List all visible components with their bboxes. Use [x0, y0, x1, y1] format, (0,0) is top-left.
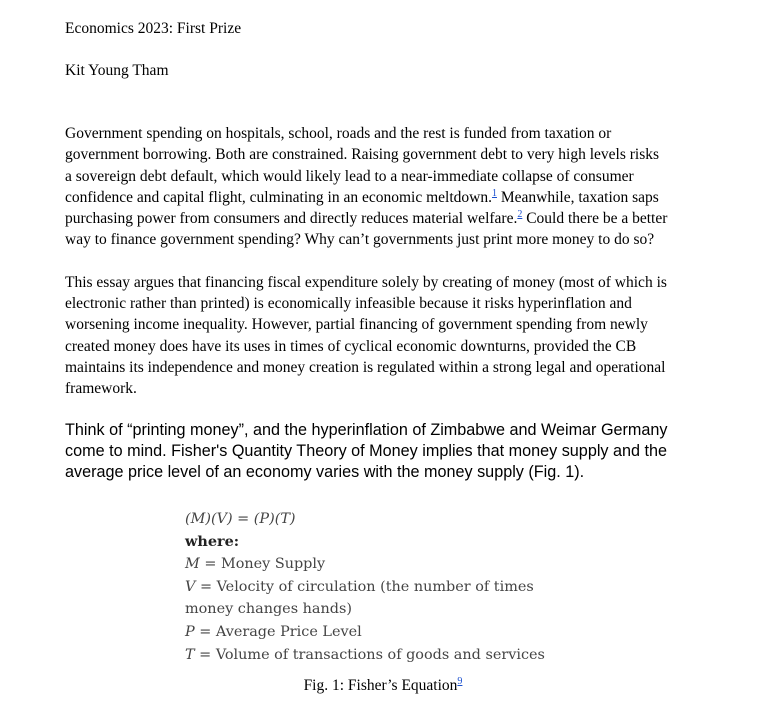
definition-text: = Velocity of circulation (the number of times: [195, 578, 534, 595]
symbol-t: T: [185, 646, 195, 663]
text-segment: confidence and capital flight, culminating in an economic meltdown.: [65, 188, 492, 206]
author-name: Kit Young Tham: [65, 62, 169, 79]
document-title: Economics 2023: First Prize: [65, 20, 242, 37]
text-line: come to mind. Fisher's Quantity Theory of Money implies that money supply and the: [65, 441, 668, 460]
paragraph-intro: [65, 123, 705, 251]
footnote-link-1[interactable]: 1: [491, 187, 497, 199]
definition-text: = Average Price Level: [194, 623, 362, 640]
text-line: [65, 208, 705, 229]
text-segment: Meanwhile, taxation saps: [496, 188, 659, 206]
footnote-link-2[interactable]: 2: [517, 209, 523, 221]
text-line: way to finance government spending? Why can’t governments just print more money to do so?: [65, 231, 655, 249]
text-line: created money does have its uses in times of cyclical economic downturns, provided the CB: [65, 337, 637, 355]
text-line: [65, 187, 705, 208]
definition-text: = Money Supply: [199, 556, 326, 573]
text-line: worsening income inequality. However, partial financing of government spending from newly: [65, 316, 648, 334]
figure-caption: [0, 675, 766, 697]
text-line: government borrowing. Both are constrained. Raising government debt to very high levels risks: [65, 146, 660, 164]
equation-definition-v: [185, 576, 545, 599]
text-line: Think of “printing money”, and the hyperinflation of Zimbabwe and Weimar Germany: [65, 421, 668, 439]
text-line: maintains its independence and money creation is regulated within a strong legal and operational: [65, 358, 666, 376]
symbol-p: P: [185, 623, 195, 640]
symbol-m: M: [185, 556, 200, 573]
text-line: electronic rather than printed) is economically infeasible because it risks hyperinflation and: [65, 295, 632, 313]
footnote-link-9[interactable]: 9: [457, 675, 463, 687]
text-line: average price level of an economy varies with the money supply (Fig. 1).: [65, 462, 585, 481]
equation-definition-v-continued: money changes hands): [185, 601, 352, 618]
text-segment: Could there be a better: [522, 210, 668, 228]
text-line: a sovereign debt default, which would likely lead to a near-immediate collapse of consumer: [65, 167, 634, 185]
text-line: framework.: [65, 380, 137, 398]
equation-where-label: where:: [185, 532, 240, 550]
definition-text: = Volume of transactions of goods and services: [194, 646, 545, 663]
text-line: This essay argues that financing fiscal expenditure solely by creating of money (most of which is: [65, 274, 667, 291]
symbol-v: V: [185, 578, 196, 595]
equation-definition-m: [185, 553, 545, 576]
text-segment: purchasing power from consumers and directly reduces material welfare.: [65, 210, 518, 228]
caption-text: Fig. 1: Fisher’s Equation: [303, 677, 458, 694]
equation-definition-p: [185, 621, 545, 644]
equation-formula: (M)(V) = (P)(T): [185, 511, 296, 527]
text-line: Government spending on hospitals, school, roads and the rest is funded from taxation or: [65, 125, 612, 142]
paragraph-printing-money: [65, 420, 705, 482]
fisher-equation-figure: [185, 508, 545, 666]
paragraph-thesis: [65, 272, 705, 399]
equation-definition-t: [185, 644, 545, 667]
